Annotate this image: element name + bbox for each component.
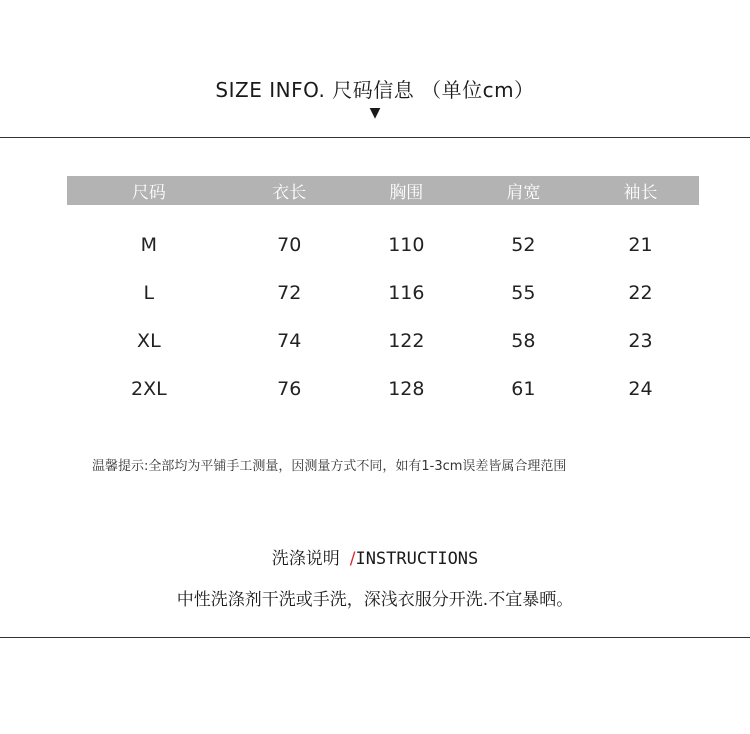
table-cell: 23 bbox=[628, 330, 653, 352]
table-cell: 122 bbox=[388, 330, 425, 352]
measurement-note: 温馨提示:全部均为平铺手工测量，因测量方式不同，如有1-3cm误差皆属合理范围 bbox=[92, 459, 567, 474]
table-cell: 61 bbox=[511, 378, 536, 400]
page-title: SIZE INFO. 尺码信息 （单位cm） bbox=[215, 78, 535, 102]
table-row bbox=[67, 269, 699, 317]
table-cell: 55 bbox=[511, 282, 536, 304]
table-cell: 21 bbox=[628, 234, 653, 256]
column-header-shoulder: 肩宽 bbox=[506, 183, 541, 203]
wash-instructions-title bbox=[0, 544, 750, 569]
wash-title-en: INSTRUCTIONS bbox=[355, 549, 479, 569]
top-divider bbox=[0, 137, 750, 138]
table-cell: M bbox=[140, 234, 158, 256]
table-row bbox=[67, 317, 699, 365]
table-cell: 128 bbox=[388, 378, 425, 400]
table-cell: 116 bbox=[388, 282, 425, 304]
table-row bbox=[67, 365, 699, 413]
table-cell: 58 bbox=[511, 330, 536, 352]
bottom-divider bbox=[0, 637, 750, 638]
slash-separator: / bbox=[349, 549, 356, 569]
table-cell: 76 bbox=[277, 378, 302, 400]
table-cell: XL bbox=[137, 330, 161, 352]
column-header-chest: 胸围 bbox=[389, 183, 424, 203]
table-cell: 22 bbox=[628, 282, 653, 304]
column-header-size: 尺码 bbox=[131, 183, 166, 203]
table-cell: 24 bbox=[628, 378, 653, 400]
size-table bbox=[67, 176, 699, 413]
table-cell: 72 bbox=[277, 282, 302, 304]
table-cell: 74 bbox=[277, 330, 302, 352]
table-cell: 2XL bbox=[131, 378, 167, 400]
table-header bbox=[67, 176, 699, 205]
wash-instructions-text: 中性洗涤剂干洗或手洗，深浅衣服分开洗.不宜暴晒。 bbox=[176, 590, 574, 610]
table-row bbox=[67, 221, 699, 269]
table-cell: 70 bbox=[277, 234, 302, 256]
wash-title-cn: 洗涤说明 bbox=[271, 549, 340, 569]
table-cell: 52 bbox=[511, 234, 536, 256]
table-cell: 110 bbox=[388, 234, 425, 256]
column-header-length: 衣长 bbox=[272, 183, 307, 203]
down-arrow-icon: ▼ bbox=[369, 105, 381, 121]
table-cell: L bbox=[143, 282, 155, 304]
column-header-sleeve: 袖长 bbox=[623, 183, 658, 203]
